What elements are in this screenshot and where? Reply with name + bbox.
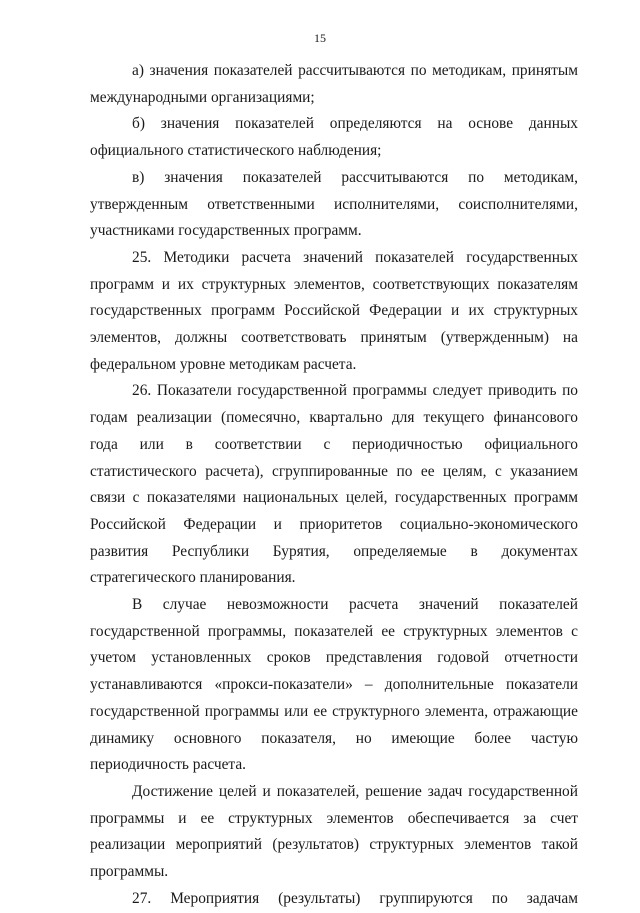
paragraph-proxy-indicators: В случае невозможности расчета значений показателей государственной программы, показателей ее структурных элементов с учетом установленных сроков представления годовой отчетности устанавливаются «прокси-показатели» – дополнительные показатели государственной программы или ее структурного элемента, отражающие динамику основного показателя, но имеющие более частую периодичность расчета. <box>90 596 578 774</box>
paragraph-27: 27. Мероприятия (результаты) группируются по задачам <box>132 889 578 907</box>
paragraph-goals-achievement: Достижение целей и показателей, решение задач государственной программы и ее структурных элементов обеспечивается за счет реализации мероприятий (результатов) структурных элементов такой программы. <box>90 782 578 881</box>
paragraph-a: а) значения показателей рассчитываются по методикам, принятым международными организациями; <box>90 62 578 106</box>
paragraph-25: 25. Методики расчета значений показателей государственных программ и их структурных элементов, соответствующих показателям государственных программ Российской Федерации и их структурных элементов, должны соответствовать принятым (утвержденным) на федеральном уровне методикам расчета. <box>90 248 578 373</box>
document-body <box>90 58 578 913</box>
paragraph-c: в) значения показателей рассчитываются по методикам, утвержденным ответственными исполнителями, соисполнителями, участниками государственных программ. <box>90 168 578 240</box>
paragraph-b: б) значения показателей определяются на основе данных официального статистического наблюдения; <box>90 115 578 160</box>
page-number: 15 <box>314 31 326 45</box>
paragraph-26: 26. Показатели государственной программы следует приводить по годам реализации (помесячно, квартально для текущего финансового года или в соответствии с периодичностью официального статистического расчета), сгруппированные по ее целям, с указанием связи с показателями национальных целей, государственных программ Российской Федерации и приоритетов социально-экономического развития Республики Бурятия, определяемые в документах стратегического планирования. <box>90 382 578 587</box>
